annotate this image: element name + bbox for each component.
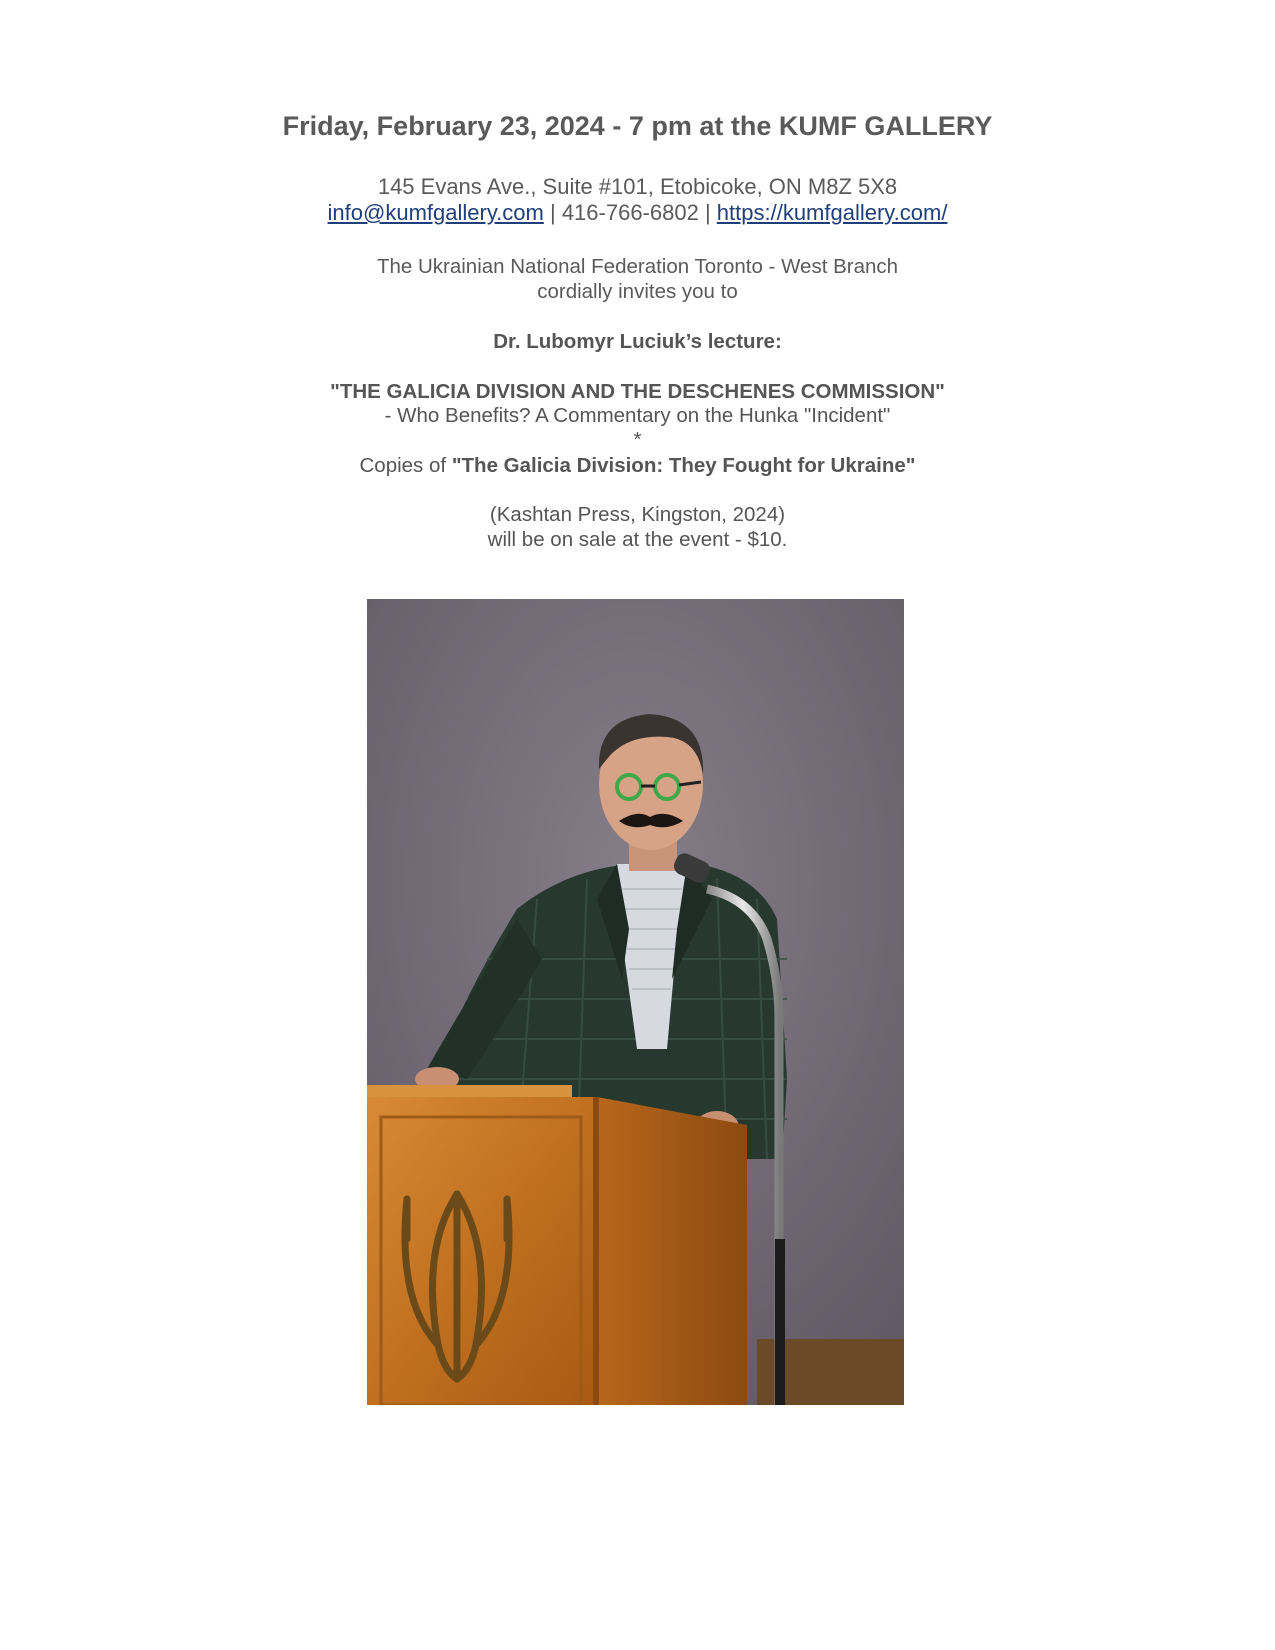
contact-line — [0, 200, 1275, 226]
speaker-photo — [367, 599, 904, 1405]
lecture-title: "THE GALICIA DIVISION AND THE DESCHENES COMMISSION" — [330, 380, 945, 403]
website-link[interactable]: https://kumfgallery.com/ — [716, 200, 948, 225]
lecturer-line: Dr. Lubomyr Luciuk’s lecture: — [493, 330, 782, 353]
phone-number: 416-766-6802 — [561, 200, 699, 225]
lecture-subtitle: - Who Benefits? A Commentary on the Hunka "Incident" — [384, 404, 891, 427]
book-title: "The Galicia Division: They Fought for Ukraine" — [451, 454, 916, 477]
book-publisher: (Kashtan Press, Kingston, 2024) — [489, 503, 786, 526]
copies-prefix: Copies of — [359, 454, 452, 477]
separator-2: | — [698, 200, 717, 225]
organization-name: The Ukrainian National Federation Toronto - West Branch — [376, 255, 899, 278]
speaker-photo-illustration — [367, 599, 904, 1405]
book-sale-text: will be on sale at the event - $10. — [487, 528, 788, 551]
divider-asterisk: * — [633, 428, 642, 451]
event-address: 145 Evans Ave., Suite #101, Etobicoke, ON M8Z 5X8 — [377, 174, 898, 199]
event-title: Friday, February 23, 2024 - 7 pm at the KUMF GALLERY — [282, 111, 993, 141]
email-link[interactable]: info@kumfgallery.com — [327, 200, 544, 225]
book-copies-line — [0, 454, 1275, 478]
separator-1: | — [543, 200, 562, 225]
invite-text: cordially invites you to — [537, 280, 738, 303]
